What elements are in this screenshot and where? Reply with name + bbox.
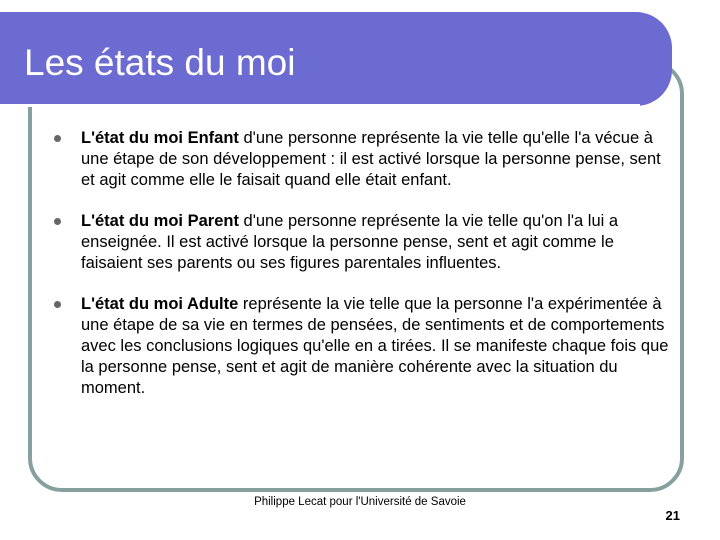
bullet-term: L'état du moi Enfant — [81, 129, 239, 147]
bullet-item-adulte — [52, 294, 672, 399]
bullet-text: d'une personne représente la vie telle qu'on l'a lui a enseignée. Il est activé lorsque la personne pense, sent et agit comme le faisaient ses parents ou ses figures parentales influentes. — [81, 212, 619, 272]
bullet-text: représente la vie telle que la personne l'a expérimentée à une étape de sa vie en termes de pensées, de sentiments et de comportements avec les conclusions logiques qu'elle en a tirées. Il se manifeste chaque fois que la personne pense, sent et agit de manière cohérente avec la situation du moment. — [81, 295, 669, 397]
bullet-term: L'état du moi Adulte — [81, 295, 239, 313]
bullet-dot-icon — [54, 135, 61, 142]
title-underline — [0, 104, 640, 107]
title-bar — [0, 12, 672, 106]
bullet-dot-icon — [54, 301, 61, 308]
bullet-text: d'une personne représente la vie telle qu'elle l'a vécue à une étape de son développement : il est activé lorsque la personne pense, sent et agit comme elle le faisait quand elle était enfant. — [81, 129, 661, 189]
bullet-item-parent — [52, 211, 672, 274]
page-number: 21 — [665, 508, 680, 523]
bullet-item-enfant — [52, 128, 672, 191]
bullet-list — [52, 128, 672, 419]
bullet-term: L'état du moi Parent — [81, 212, 239, 230]
bullet-dot-icon — [54, 218, 61, 225]
slide-title: Les états du moi — [24, 42, 296, 83]
slide-footer: Philippe Lecat pour l'Université de Savoie — [254, 496, 466, 508]
